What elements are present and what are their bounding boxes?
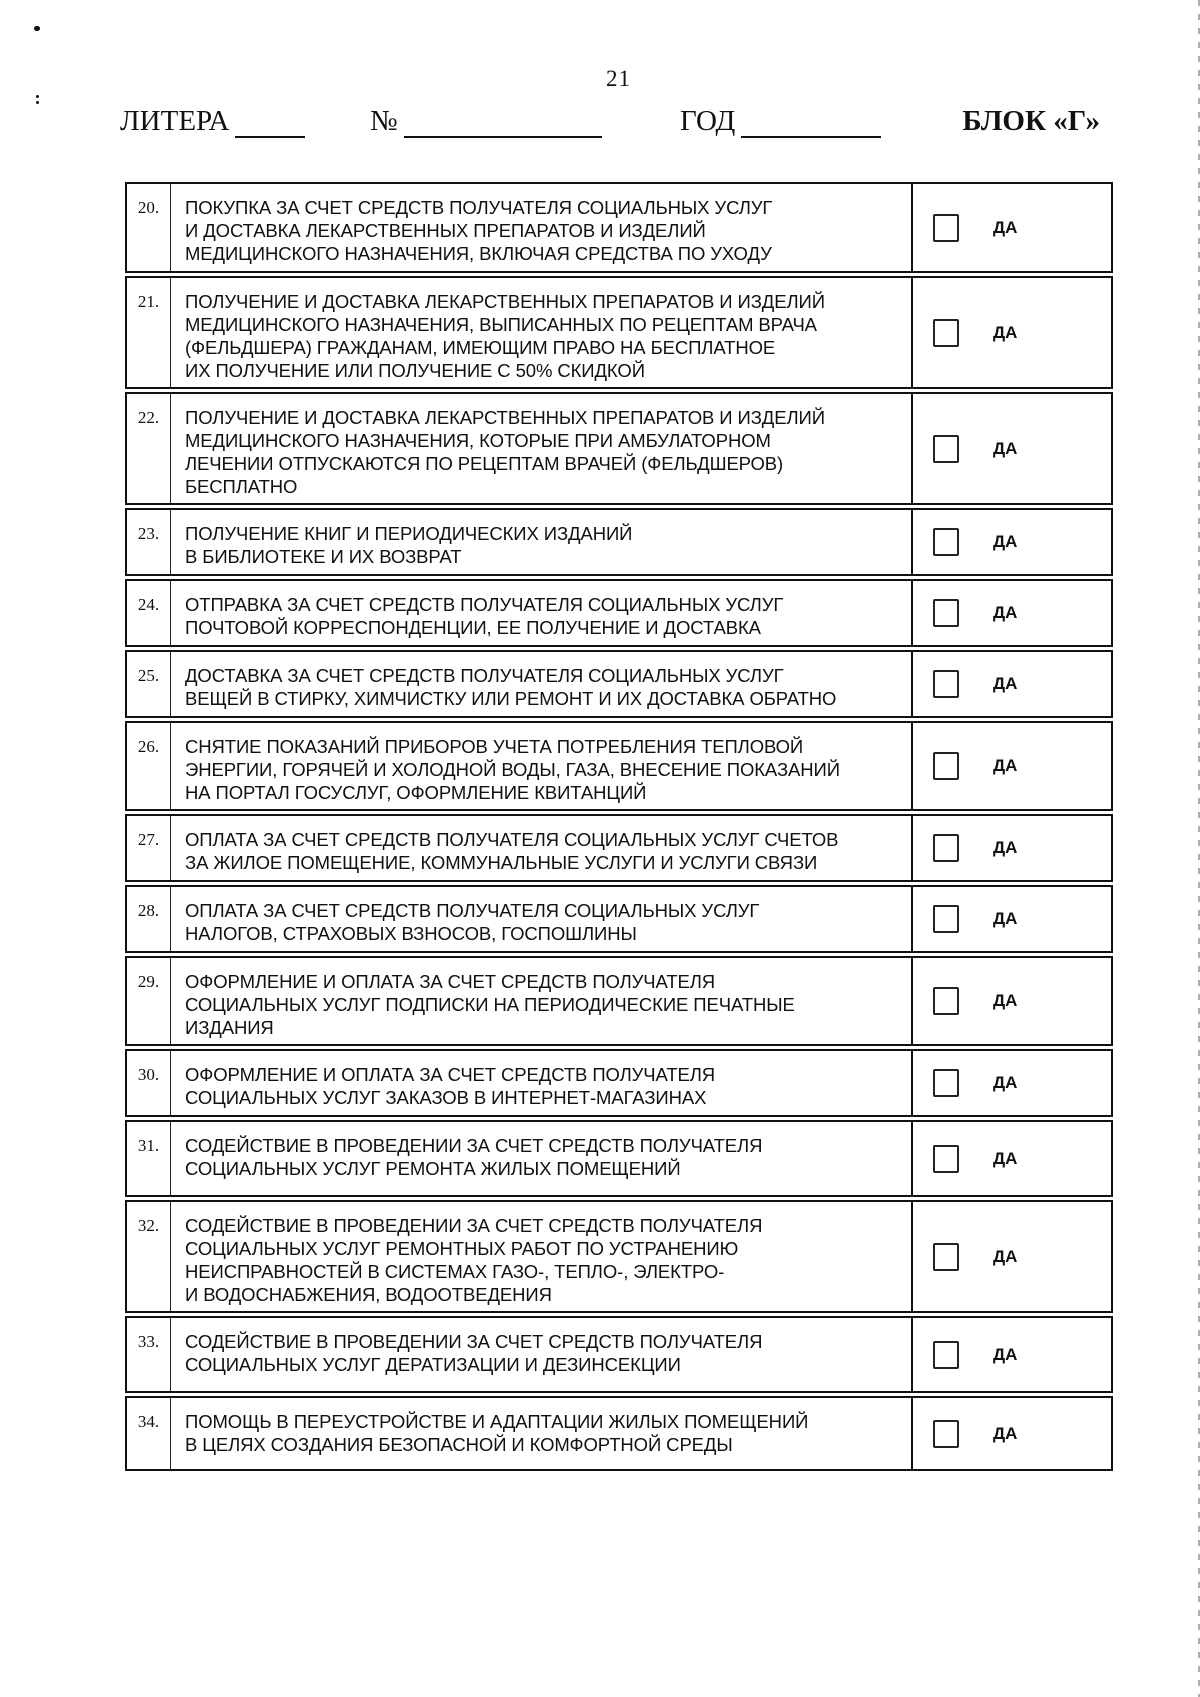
yes-checkbox[interactable] (933, 905, 959, 933)
service-row (125, 885, 1113, 953)
yes-label: ДА (993, 439, 1018, 458)
service-description: ОФОРМЛЕНИЕ И ОПЛАТА ЗА СЧЕТ СРЕДСТВ ПОЛУЧАТЕЛЯ СОЦИАЛЬНЫХ УСЛУГ ЗАКАЗОВ В ИНТЕРНЕТ-МАГАЗИНАХ (171, 1051, 913, 1115)
service-row (125, 1200, 1113, 1313)
service-choice-cell (913, 958, 1111, 1044)
service-row (125, 276, 1113, 389)
yes-label: ДА (993, 532, 1018, 551)
service-row (125, 721, 1113, 811)
service-number: 23. (127, 510, 171, 574)
yes-label: ДА (993, 1424, 1018, 1443)
service-description: ОФОРМЛЕНИЕ И ОПЛАТА ЗА СЧЕТ СРЕДСТВ ПОЛУЧАТЕЛЯ СОЦИАЛЬНЫХ УСЛУГ ПОДПИСКИ НА ПЕРИОДИЧЕСКИЕ ПЕЧАТНЫЕ ИЗДАНИЯ (171, 958, 913, 1044)
service-description: ПОЛУЧЕНИЕ И ДОСТАВКА ЛЕКАРСТВЕННЫХ ПРЕПАРАТОВ И ИЗДЕЛИЙ МЕДИЦИНСКОГО НАЗНАЧЕНИЯ, КОТОРЫЕ ПРИ АМБУЛАТОРНОМ ЛЕЧЕНИИ ОТПУСКАЮТСЯ ПО РЕЦЕПТАМ ВРАЧЕЙ (ФЕЛЬДШЕРОВ) БЕСПЛАТНО (171, 394, 913, 503)
page-number: 21 (606, 66, 631, 91)
service-choice-cell (913, 1122, 1111, 1195)
service-number: 30. (127, 1051, 171, 1115)
scan-mark (36, 101, 39, 104)
number-field (370, 105, 602, 138)
service-description: ПОКУПКА ЗА СЧЕТ СРЕДСТВ ПОЛУЧАТЕЛЯ СОЦИАЛЬНЫХ УСЛУГ И ДОСТАВКА ЛЕКАРСТВЕННЫХ ПРЕПАРАТОВ И ИЗДЕЛИЙ МЕДИЦИНСКОГО НАЗНАЧЕНИЯ, ВКЛЮЧАЯ СРЕДСТВА ПО УХОДУ (171, 184, 913, 271)
block-label: БЛОК «Г» (962, 105, 1100, 137)
yes-checkbox[interactable] (933, 1243, 959, 1271)
litera-field (120, 105, 305, 138)
service-row (125, 1316, 1113, 1393)
service-choice-cell (913, 278, 1111, 387)
service-choice-cell (913, 652, 1111, 716)
yes-checkbox[interactable] (933, 214, 959, 242)
service-number: 21. (127, 278, 171, 387)
service-choice-cell (913, 1202, 1111, 1311)
yes-label: ДА (993, 991, 1018, 1010)
service-choice-cell (913, 887, 1111, 951)
yes-checkbox[interactable] (933, 834, 959, 862)
service-row (125, 814, 1113, 882)
service-description: ПОЛУЧЕНИЕ КНИГ И ПЕРИОДИЧЕСКИХ ИЗДАНИЙ В БИБЛИОТЕКЕ И ИХ ВОЗВРАТ (171, 510, 913, 574)
yes-checkbox[interactable] (933, 528, 959, 556)
service-number: 29. (127, 958, 171, 1044)
service-number: 25. (127, 652, 171, 716)
form-header (120, 105, 1100, 145)
yes-label: ДА (993, 1345, 1018, 1364)
service-description: ДОСТАВКА ЗА СЧЕТ СРЕДСТВ ПОЛУЧАТЕЛЯ СОЦИАЛЬНЫХ УСЛУГ ВЕЩЕЙ В СТИРКУ, ХИМЧИСТКУ ИЛИ РЕМОНТ И ИХ ДОСТАВКА ОБРАТНО (171, 652, 913, 716)
service-number: 24. (127, 581, 171, 645)
service-choice-cell (913, 1318, 1111, 1391)
yes-label: ДА (993, 1149, 1018, 1168)
year-field (680, 105, 881, 138)
year-label: ГОД (680, 105, 736, 137)
service-number: 34. (127, 1398, 171, 1469)
yes-label: ДА (993, 603, 1018, 622)
year-input[interactable] (741, 110, 881, 138)
service-row (125, 650, 1113, 718)
service-number: 32. (127, 1202, 171, 1311)
service-number: 26. (127, 723, 171, 809)
service-description: СОДЕЙСТВИЕ В ПРОВЕДЕНИИ ЗА СЧЕТ СРЕДСТВ ПОЛУЧАТЕЛЯ СОЦИАЛЬНЫХ УСЛУГ РЕМОНТА ЖИЛЫХ ПОМЕЩЕНИЙ (171, 1122, 913, 1195)
yes-label: ДА (993, 756, 1018, 775)
yes-checkbox[interactable] (933, 752, 959, 780)
service-number: 27. (127, 816, 171, 880)
service-choice-cell (913, 1051, 1111, 1115)
yes-checkbox[interactable] (933, 670, 959, 698)
service-choice-cell (913, 816, 1111, 880)
service-choice-cell (913, 510, 1111, 574)
service-number: 28. (127, 887, 171, 951)
service-description: ОПЛАТА ЗА СЧЕТ СРЕДСТВ ПОЛУЧАТЕЛЯ СОЦИАЛЬНЫХ УСЛУГ НАЛОГОВ, СТРАХОВЫХ ВЗНОСОВ, ГОСПОШЛИНЫ (171, 887, 913, 951)
litera-label: ЛИТЕРА (120, 105, 230, 137)
service-choice-cell (913, 394, 1111, 503)
yes-label: ДА (993, 1073, 1018, 1092)
yes-checkbox[interactable] (933, 1341, 959, 1369)
service-row (125, 508, 1113, 576)
service-row (125, 1049, 1113, 1117)
yes-checkbox[interactable] (933, 435, 959, 463)
service-choice-cell (913, 581, 1111, 645)
yes-label: ДА (993, 218, 1018, 237)
number-input[interactable] (404, 110, 602, 138)
scan-mark (36, 95, 39, 98)
service-choice-cell (913, 184, 1111, 271)
services-table (125, 182, 1113, 1474)
service-number: 33. (127, 1318, 171, 1391)
service-number: 20. (127, 184, 171, 271)
yes-checkbox[interactable] (933, 1069, 959, 1097)
litera-input[interactable] (235, 110, 305, 138)
yes-checkbox[interactable] (933, 1145, 959, 1173)
service-description: СОДЕЙСТВИЕ В ПРОВЕДЕНИИ ЗА СЧЕТ СРЕДСТВ ПОЛУЧАТЕЛЯ СОЦИАЛЬНЫХ УСЛУГ РЕМОНТНЫХ РАБОТ ПО УСТРАНЕНИЮ НЕИСПРАВНОСТЕЙ В СИСТЕМАХ ГАЗО-, ТЕПЛО-, ЭЛЕКТРО- И ВОДОСНАБЖЕНИЯ, ВОДООТВЕДЕНИЯ (171, 1202, 913, 1311)
service-description: ПОЛУЧЕНИЕ И ДОСТАВКА ЛЕКАРСТВЕННЫХ ПРЕПАРАТОВ И ИЗДЕЛИЙ МЕДИЦИНСКОГО НАЗНАЧЕНИЯ, ВЫПИСАННЫХ ПО РЕЦЕПТАМ ВРАЧА (ФЕЛЬДШЕРА) ГРАЖДАНАМ, ИМЕЮЩИМ ПРАВО НА БЕСПЛАТНОЕ ИХ ПОЛУЧЕНИЕ ИЛИ ПОЛУЧЕНИЕ С 50% СКИДКОЙ (171, 278, 913, 387)
service-choice-cell (913, 723, 1111, 809)
yes-label: ДА (993, 838, 1018, 857)
service-description: ОПЛАТА ЗА СЧЕТ СРЕДСТВ ПОЛУЧАТЕЛЯ СОЦИАЛЬНЫХ УСЛУГ СЧЕТОВ ЗА ЖИЛОЕ ПОМЕЩЕНИЕ, КОММУНАЛЬНЫЕ УСЛУГИ И УСЛУГИ СВЯЗИ (171, 816, 913, 880)
service-number: 31. (127, 1122, 171, 1195)
service-row (125, 1396, 1113, 1471)
yes-label: ДА (993, 909, 1018, 928)
yes-checkbox[interactable] (933, 987, 959, 1015)
service-row (125, 182, 1113, 273)
service-description: СОДЕЙСТВИЕ В ПРОВЕДЕНИИ ЗА СЧЕТ СРЕДСТВ ПОЛУЧАТЕЛЯ СОЦИАЛЬНЫХ УСЛУГ ДЕРАТИЗАЦИИ И ДЕЗИНСЕКЦИИ (171, 1318, 913, 1391)
yes-label: ДА (993, 674, 1018, 693)
service-number: 22. (127, 394, 171, 503)
yes-checkbox[interactable] (933, 319, 959, 347)
yes-label: ДА (993, 323, 1018, 342)
service-row (125, 579, 1113, 647)
service-description: ПОМОЩЬ В ПЕРЕУСТРОЙСТВЕ И АДАПТАЦИИ ЖИЛЫХ ПОМЕЩЕНИЙ В ЦЕЛЯХ СОЗДАНИЯ БЕЗОПАСНОЙ И КОМФОРТНОЙ СРЕДЫ (171, 1398, 913, 1469)
service-description: ОТПРАВКА ЗА СЧЕТ СРЕДСТВ ПОЛУЧАТЕЛЯ СОЦИАЛЬНЫХ УСЛУГ ПОЧТОВОЙ КОРРЕСПОНДЕНЦИИ, ЕЕ ПОЛУЧЕНИЕ И ДОСТАВКА (171, 581, 913, 645)
scan-mark (34, 26, 40, 31)
service-description: СНЯТИЕ ПОКАЗАНИЙ ПРИБОРОВ УЧЕТА ПОТРЕБЛЕНИЯ ТЕПЛОВОЙ ЭНЕРГИИ, ГОРЯЧЕЙ И ХОЛОДНОЙ ВОДЫ, ГАЗА, ВНЕСЕНИЕ ПОКАЗАНИЙ НА ПОРТАЛ ГОСУСЛУГ, ОФОРМЛЕНИЕ КВИТАНЦИЙ (171, 723, 913, 809)
service-row (125, 1120, 1113, 1197)
yes-label: ДА (993, 1247, 1018, 1266)
service-row (125, 956, 1113, 1046)
yes-checkbox[interactable] (933, 599, 959, 627)
yes-checkbox[interactable] (933, 1420, 959, 1448)
service-row (125, 392, 1113, 505)
number-label: № (370, 105, 398, 137)
service-choice-cell (913, 1398, 1111, 1469)
